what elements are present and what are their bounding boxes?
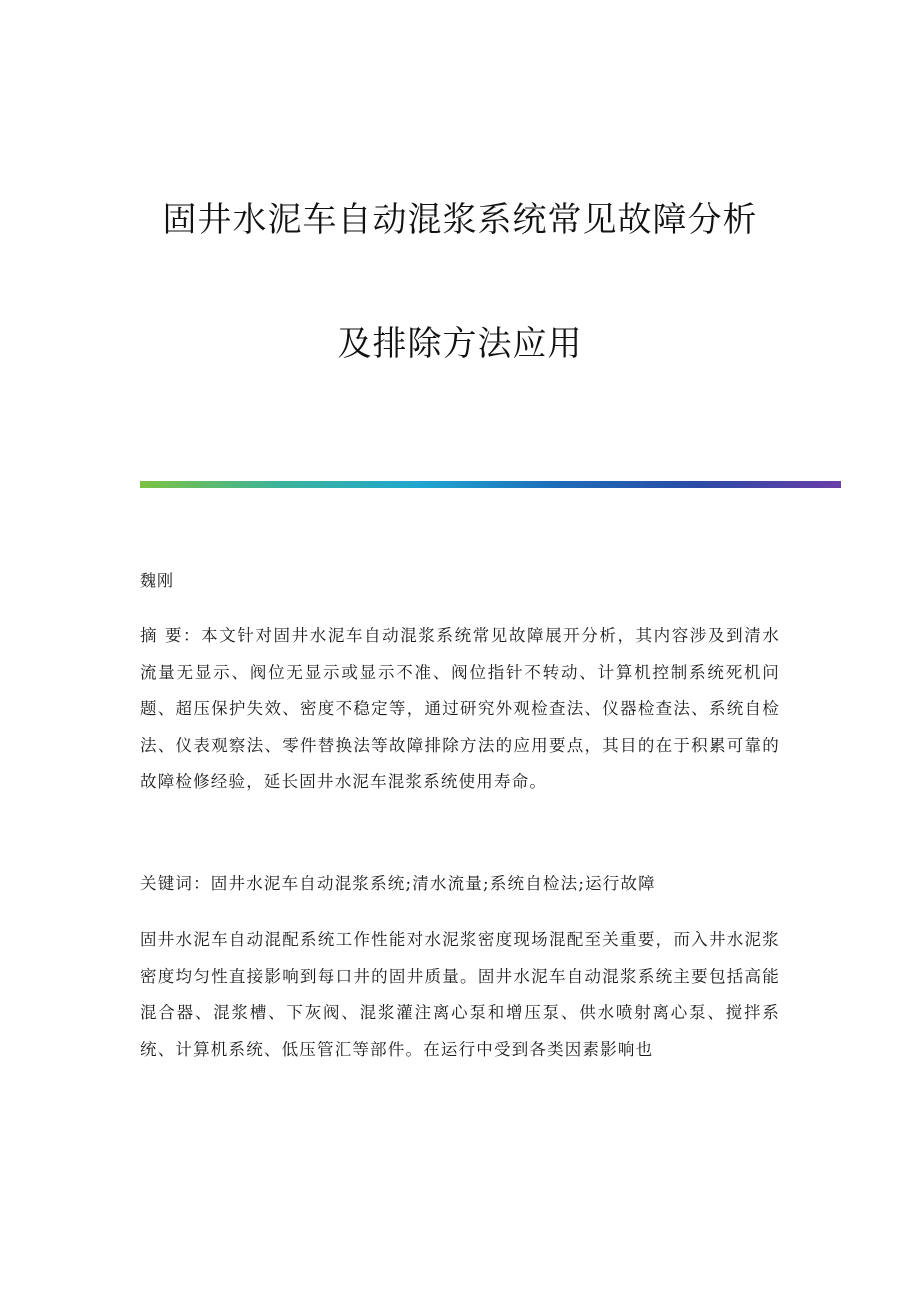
gradient-divider — [140, 481, 841, 488]
title-line-2: 及排除方法应用 — [337, 324, 583, 364]
body-paragraph: 固井水泥车自动混配系统工作性能对水泥浆密度现场混配至关重要，而入井水泥浆密度均匀性直接影响到每口井的固井质量。固井水泥车自动混浆系统主要包括高能混合器、混浆槽、下灰阀、混浆灌注离心泵和增压泵、供水喷射离心泵、搅拌系统、计算机系统、低压管汇等部件。在运行中受到各类因素影响也 — [140, 930, 780, 1059]
keywords-line: 关键词：固井水泥车自动混浆系统;清水流量;系统自检法;运行故障 — [140, 874, 656, 893]
author-name: 魏刚 — [140, 571, 175, 590]
title-line-1: 固井水泥车自动混浆系统常见故障分析 — [162, 200, 758, 240]
abstract-paragraph: 摘 要：本文针对固井水泥车自动混浆系统常见故障展开分析，其内容涉及到清水流量无显示、阀位无显示或显示不准、阀位指针不转动、计算机控制系统死机问题、超压保护失效、密度不稳定等，通过研究外观检查法、仪器检查法、系统自检法、仪表观察法、零件替换法等故障排除方法的应用要点，其目的在于积累可靠的故障检修经验，延长固井水泥车混浆系统使用寿命。 — [140, 626, 780, 791]
